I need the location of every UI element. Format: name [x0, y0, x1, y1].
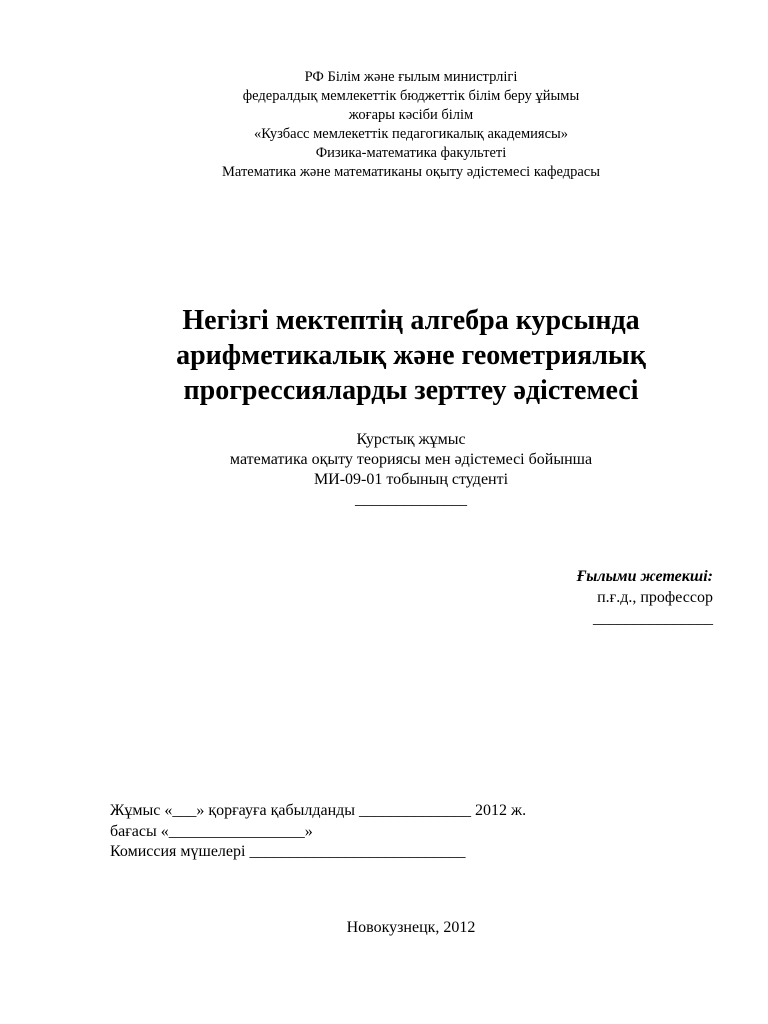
- city-year: Новокузнецк, 2012: [346, 919, 476, 936]
- student-group: МИ-09-01 тобының студенті: [313, 471, 509, 488]
- defense-accepted-line: Жұмыс «___» қорғауға қабылданды ______________ 2012 ж.: [110, 802, 527, 819]
- document-title: [0, 303, 768, 408]
- subject-line: математика оқыту теориясы мен әдістемесі бойынша: [229, 451, 593, 468]
- higher-education-line: жоғары кәсіби білім: [348, 107, 474, 123]
- work-type: Курстық жұмыс: [356, 431, 466, 448]
- grade-line: бағасы «_________________»: [110, 822, 313, 840]
- academy-name-line: «Кузбасс мемлекеттік педагогикалық академиясы»: [253, 126, 568, 142]
- supervisor-degree: п.ғ.д., профессор: [597, 589, 713, 606]
- supervisor-name-line: _______________: [593, 610, 713, 627]
- title-line-3: прогрессияларды зерттеу әдістемесі: [183, 375, 639, 406]
- defense-info: [110, 801, 526, 863]
- ministry-line: РФ Білім және ғылым министрлігі: [304, 69, 518, 85]
- title-line-1: Негізгі мектептің алгебра курсында: [182, 305, 640, 336]
- supervisor-label: Ғылыми жетекші:: [576, 568, 713, 585]
- institution-header: [0, 68, 768, 182]
- course-info: [0, 430, 768, 510]
- faculty-line: Физика-математика факультеті: [315, 145, 507, 161]
- federal-institution-line: федералдық мемлекеттік бюджеттік білім беру ұйымы: [242, 88, 580, 104]
- supervisor-info: [577, 566, 713, 629]
- title-line-2: арифметикалық және геометриялық: [176, 340, 646, 371]
- commission-line: Комиссия мүшелері ___________________________: [110, 843, 466, 860]
- student-name-line: ______________: [355, 491, 467, 508]
- department-line: Математика және математиканы оқыту әдістемесі кафедрасы: [222, 164, 600, 180]
